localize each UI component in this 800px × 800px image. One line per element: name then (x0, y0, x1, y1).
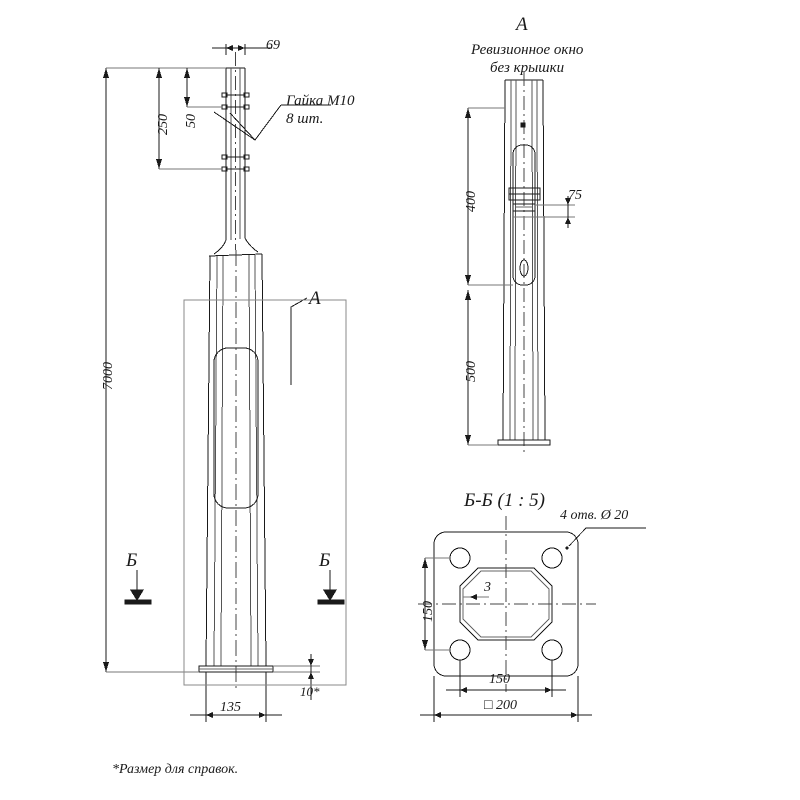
dim-150-horiz: 150 (489, 672, 510, 687)
dim-150-vert: 150 (421, 601, 436, 622)
view-a-note-line2: без крышки (490, 60, 565, 76)
section-mark-left: Б (126, 550, 138, 571)
view-a-note-line1: Ревизионное окно (471, 42, 584, 58)
dim-base-135: 135 (220, 700, 241, 715)
dim-400: 400 (464, 191, 479, 212)
dim-3: 3 (484, 580, 491, 595)
dim-base-10: 10* (300, 684, 320, 699)
dim-square-200: □ 200 (484, 698, 517, 713)
section-bb-title: Б-Б (1 : 5) (464, 490, 545, 511)
dim-75: 75 (568, 188, 582, 203)
section-mark-right: Б (319, 550, 331, 571)
nut-note-line1: Гайка М10 (286, 93, 355, 109)
dim-top-width: 69 (266, 38, 280, 53)
nut-note-line2: 8 шт. (286, 111, 324, 127)
holes-note: 4 отв. Ø 20 (560, 508, 629, 523)
footnote: *Размер для справок. (112, 762, 239, 777)
dim-50: 50 (184, 114, 199, 128)
view-a-title: А (516, 14, 528, 35)
dim-total-height: 7000 (101, 362, 116, 390)
dim-500: 500 (464, 361, 479, 382)
dim-250: 250 (156, 114, 171, 135)
callout-a-main: А (309, 288, 321, 309)
